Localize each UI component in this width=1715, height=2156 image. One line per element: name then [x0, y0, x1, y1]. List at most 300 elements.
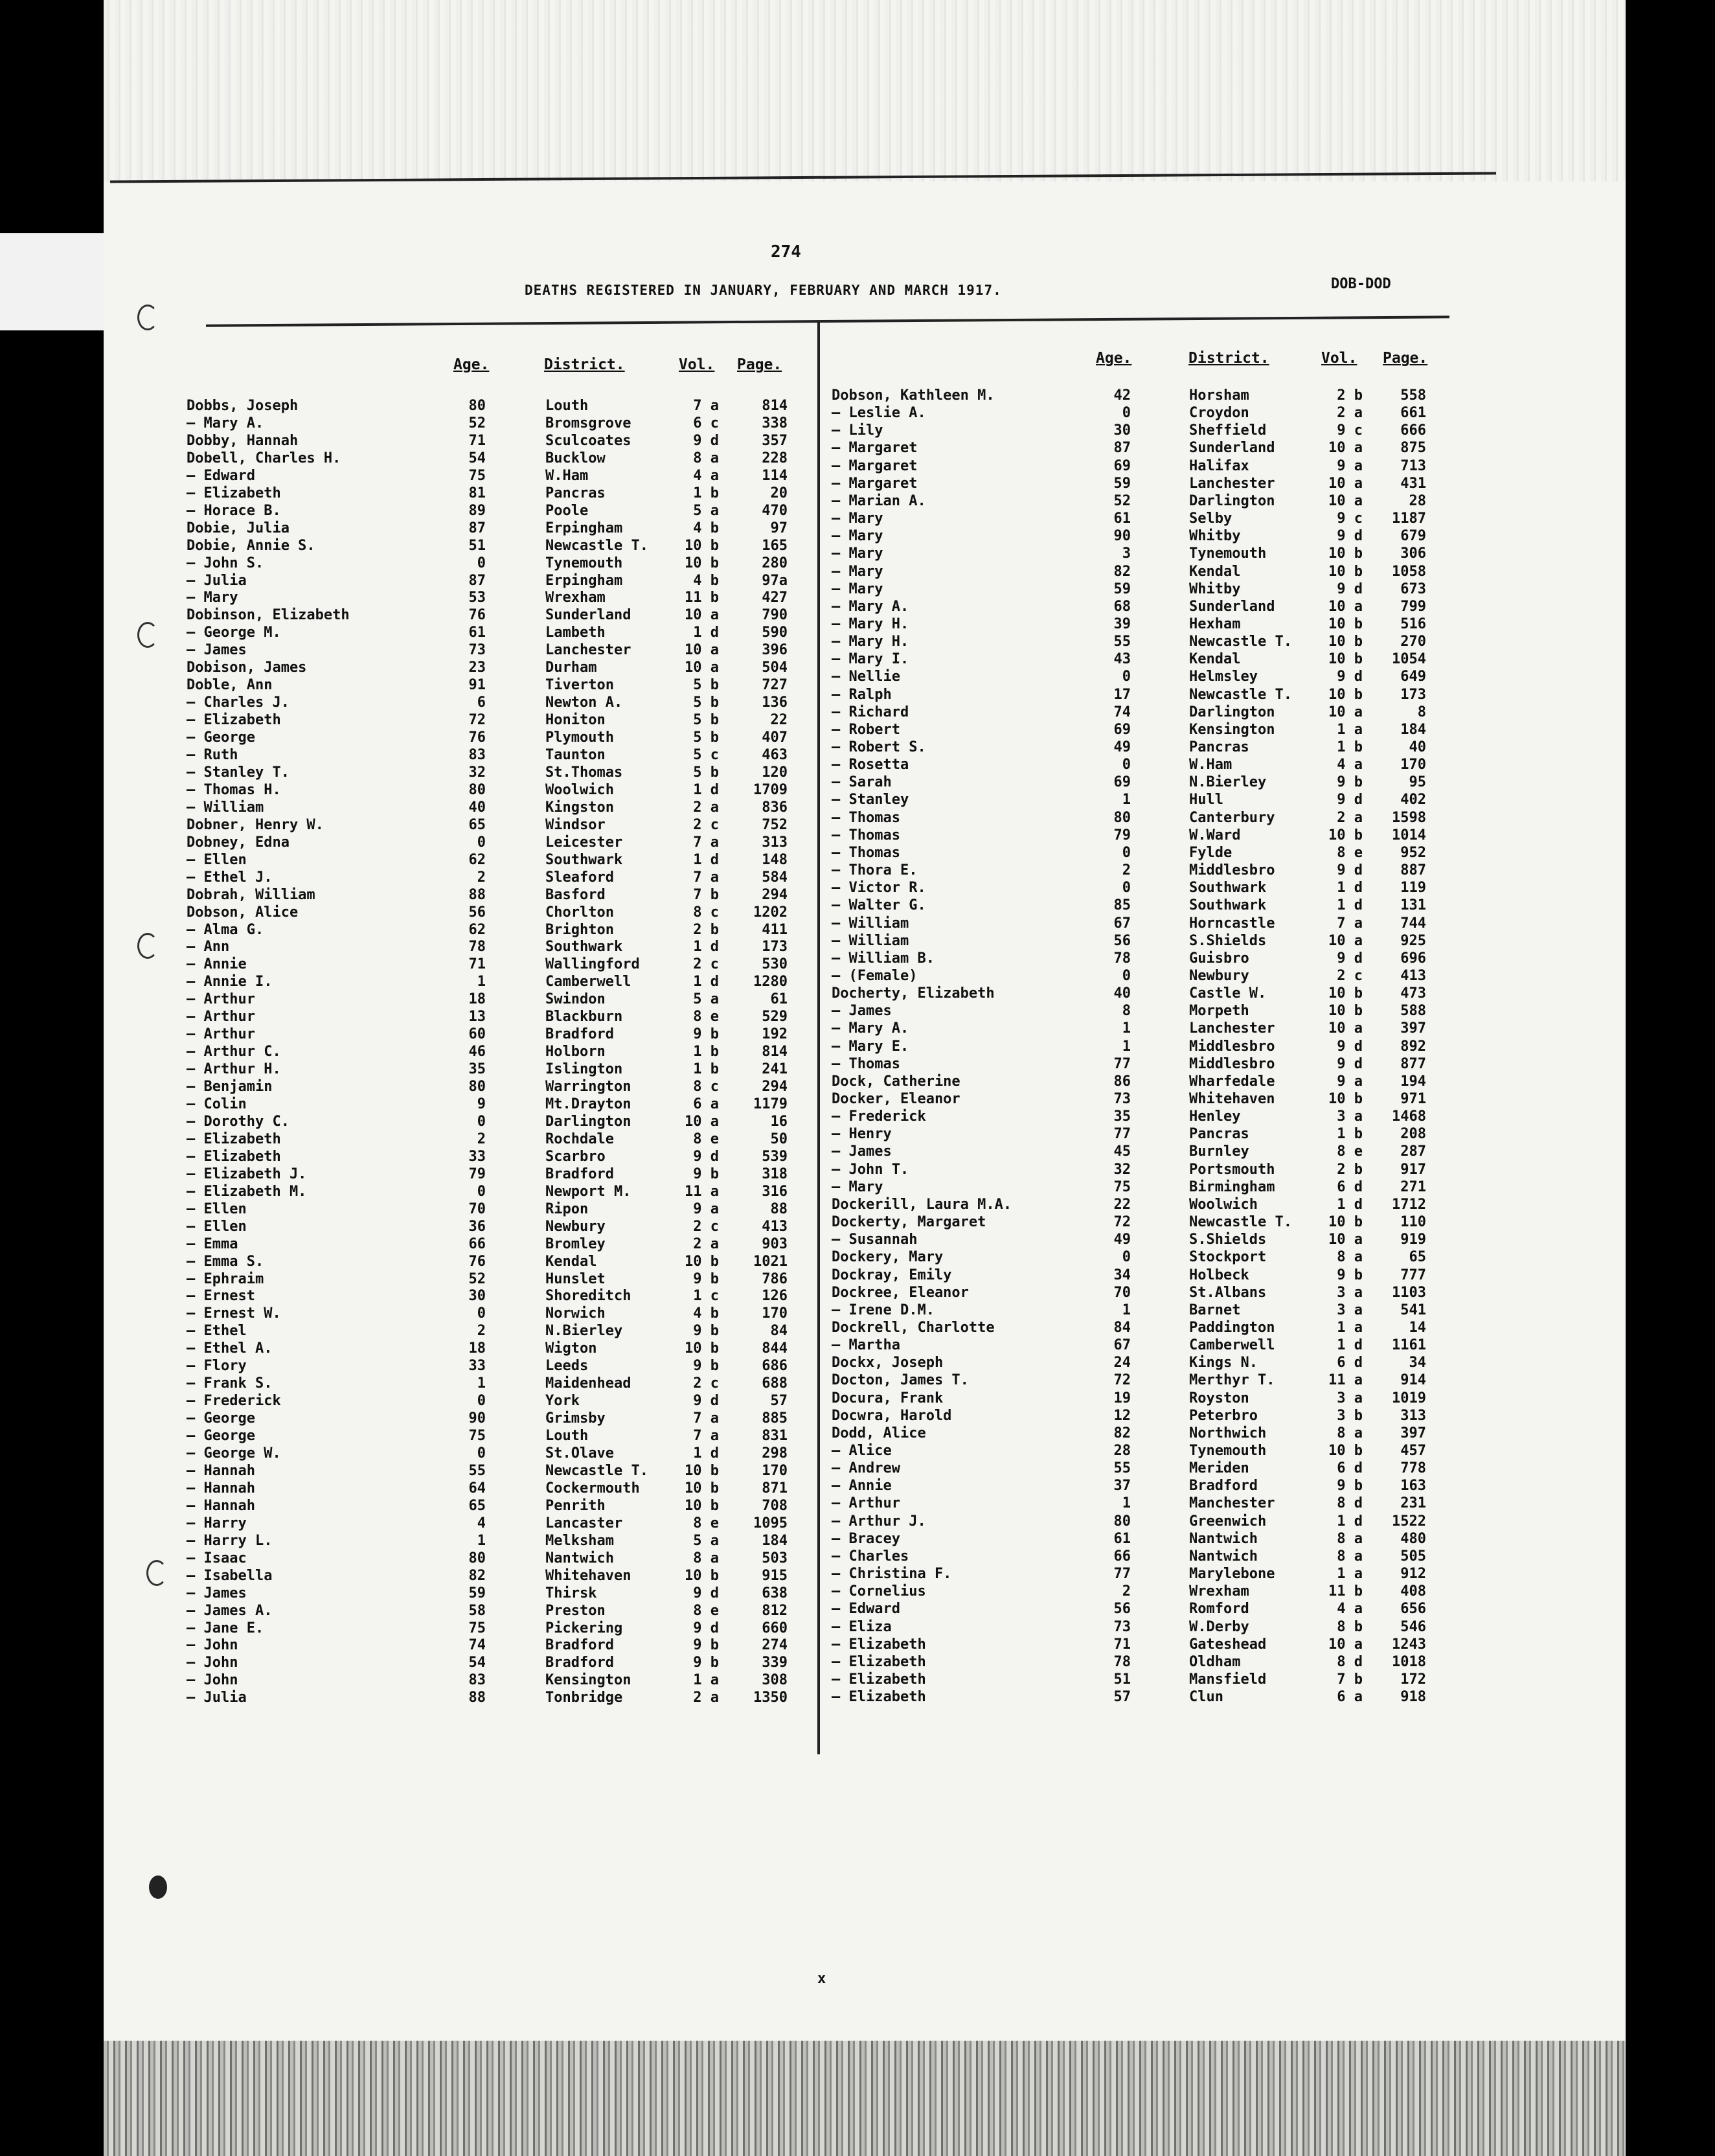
entry-vol: 1 b	[693, 485, 719, 501]
entry-vol: 3 a	[1337, 1390, 1363, 1406]
entry-page: 397	[1400, 1020, 1426, 1037]
entry-vol: 8 d	[1337, 1653, 1363, 1670]
entry-vol: 1 b	[693, 1061, 719, 1078]
entry-age: 2	[477, 1323, 486, 1340]
entry-page: 1243	[1392, 1636, 1426, 1653]
entry-age: 87	[468, 520, 486, 536]
entry-vol: 10 b	[1328, 1003, 1363, 1020]
scan-noise-top	[104, 0, 1626, 181]
entry-district: St.Olave	[545, 1445, 614, 1462]
entry-vol: 8 d	[1337, 1495, 1363, 1512]
entry-vol: 9 b	[1337, 1478, 1363, 1495]
entry-page: 877	[1400, 1055, 1426, 1072]
entry-name: Dobie, Annie S.	[187, 537, 315, 554]
entry-vol: 10 a	[1328, 704, 1363, 720]
entry-name: — Margaret	[832, 457, 918, 474]
entry-page: 126	[762, 1288, 788, 1305]
entry-district: York	[545, 1393, 580, 1410]
entry-page: 318	[762, 1165, 788, 1182]
entry-vol: 2 c	[1337, 967, 1363, 984]
entry-page: 14	[1409, 1319, 1426, 1336]
entry-district: Honiton	[545, 712, 606, 729]
entry-page: 170	[762, 1462, 788, 1479]
entry-age: 73	[1113, 1618, 1131, 1635]
entry-page: 661	[1400, 405, 1426, 422]
entry-age: 43	[1113, 651, 1131, 668]
entry-district: Chorlton	[545, 904, 614, 921]
entry-page: 915	[762, 1567, 788, 1584]
entry-name: — Victor R.	[832, 880, 926, 897]
entry-district: Rochdale	[545, 1130, 614, 1147]
entry-age: 35	[468, 1061, 486, 1078]
entry-age: 0	[477, 1305, 486, 1322]
entry-district: Grimsby	[545, 1410, 606, 1427]
entry-district: Holborn	[545, 1044, 606, 1061]
entry-age: 1	[1122, 1020, 1131, 1037]
entry-vol: 8 e	[693, 1515, 719, 1531]
entry-age: 82	[1113, 1425, 1131, 1441]
entry-name: — Mary A.	[187, 415, 264, 431]
entry-name: — Jane E.	[187, 1620, 264, 1636]
entry-age: 56	[1113, 932, 1131, 949]
entry-name: — Frederick	[832, 1108, 926, 1125]
entry-page: 192	[762, 1026, 788, 1043]
entry-age: 65	[468, 816, 486, 833]
entry-name: — George	[187, 1428, 255, 1445]
entry-vol: 10 a	[685, 607, 719, 624]
entry-district: Newbury	[545, 1218, 606, 1235]
entry-name: — Stanley	[832, 792, 909, 808]
entry-page: 713	[1400, 457, 1426, 474]
entry-page: 836	[762, 799, 788, 816]
entry-page: 844	[762, 1340, 788, 1357]
entry-name: Dobby, Hannah	[187, 432, 299, 449]
entry-age: 84	[1113, 1319, 1131, 1336]
entry-name: — Ellen	[187, 851, 247, 868]
entry-vol: 5 a	[693, 502, 719, 519]
entry-vol: 11 a	[1328, 1372, 1363, 1389]
entry-age: 0	[477, 1393, 486, 1410]
entry-name: — (Female)	[832, 967, 918, 984]
entry-age: 19	[1113, 1390, 1131, 1406]
entry-age: 23	[468, 659, 486, 676]
entry-page: 357	[762, 432, 788, 449]
entry-vol: 10 b	[1328, 615, 1363, 632]
entry-age: 30	[1113, 422, 1131, 439]
entry-vol: 9 d	[1337, 862, 1363, 879]
entry-vol: 9 d	[1337, 1038, 1363, 1055]
entry-page: 871	[762, 1480, 788, 1497]
entry-age: 0	[1122, 757, 1131, 774]
entry-page: 914	[1400, 1372, 1426, 1389]
entry-age: 24	[1113, 1355, 1131, 1371]
entry-name: — John	[187, 1672, 238, 1689]
entry-name: — Frank S.	[187, 1375, 273, 1392]
entry-page: 814	[762, 398, 788, 414]
entry-vol: 10 a	[1328, 1636, 1363, 1653]
entry-page: 1522	[1392, 1513, 1426, 1530]
entry-page: 1014	[1392, 827, 1426, 843]
entry-age: 56	[468, 904, 486, 921]
entry-page: 503	[762, 1550, 788, 1566]
entry-name: — James	[832, 1003, 892, 1020]
entry-page: 590	[762, 625, 788, 641]
entry-district: Leeds	[545, 1358, 589, 1375]
entry-page: 241	[762, 1061, 788, 1078]
entry-age: 90	[1113, 528, 1131, 545]
entry-district: Tynemouth	[545, 555, 623, 571]
entry-vol: 10 b	[1328, 1091, 1363, 1107]
entry-district: S.Shields	[1189, 932, 1267, 949]
entry-vol: 10 a	[685, 1113, 719, 1130]
entry-age: 90	[468, 1410, 486, 1427]
entry-name: — Charles	[832, 1548, 909, 1565]
entry-page: 173	[1400, 686, 1426, 703]
entry-district: Pancras	[1189, 1126, 1249, 1143]
entry-page: 887	[1400, 862, 1426, 879]
entry-district: Bromley	[545, 1235, 606, 1252]
entry-name: — Rosetta	[832, 757, 909, 774]
entry-page: 270	[1400, 634, 1426, 650]
entry-page: 952	[1400, 844, 1426, 861]
entry-district: Whitby	[1189, 580, 1241, 597]
entry-name: Dock, Catherine	[832, 1073, 960, 1090]
entry-page: 298	[762, 1445, 788, 1462]
entry-page: 473	[1400, 985, 1426, 1002]
entry-vol: 7 a	[693, 1428, 719, 1445]
entry-page: 228	[762, 450, 788, 466]
entry-vol: 2 c	[693, 1375, 719, 1392]
entry-page: 280	[762, 555, 788, 571]
entry-age: 71	[468, 432, 486, 449]
entry-age: 2	[1122, 862, 1131, 879]
entry-name: — James	[187, 642, 247, 659]
entry-district: Hexham	[1189, 615, 1241, 632]
entry-age: 1	[477, 1375, 486, 1392]
entry-age: 32	[468, 764, 486, 781]
entry-page: 1712	[1392, 1196, 1426, 1213]
entry-age: 62	[468, 851, 486, 868]
entry-district: Louth	[545, 398, 589, 414]
entry-name: — Elizabeth M.	[187, 1183, 307, 1200]
entry-vol: 9 d	[1337, 528, 1363, 545]
entry-page: 170	[762, 1305, 788, 1322]
entry-name: — George	[187, 729, 255, 746]
entry-vol: 10 a	[1328, 598, 1363, 615]
entry-district: Helmsley	[1189, 669, 1258, 685]
entry-vol: 7 a	[693, 834, 719, 851]
entry-name: — Cornelius	[832, 1583, 926, 1600]
entry-district: Preston	[545, 1602, 606, 1619]
entry-name: — Ralph	[832, 686, 892, 703]
entry-age: 17	[1113, 686, 1131, 703]
entry-vol: 4 a	[693, 467, 719, 484]
entry-age: 83	[468, 747, 486, 763]
entry-district: Southwark	[1189, 897, 1267, 914]
entry-name: — Walter G.	[832, 897, 926, 914]
entry-vol: 9 b	[693, 1165, 719, 1182]
entry-page: 530	[762, 956, 788, 973]
entry-age: 69	[1113, 774, 1131, 791]
entry-age: 51	[1113, 1671, 1131, 1688]
entry-vol: 9 b	[693, 1358, 719, 1375]
entry-page: 274	[762, 1637, 788, 1654]
entry-district: Darlington	[1189, 492, 1275, 509]
entry-age: 30	[468, 1288, 486, 1305]
entry-name: — Robert S.	[832, 739, 926, 755]
entry-vol: 8 a	[1337, 1249, 1363, 1266]
entry-vol: 10 b	[685, 555, 719, 571]
entry-age: 78	[1113, 1653, 1131, 1670]
entry-vol: 10 b	[685, 1462, 719, 1479]
entry-vol: 1 d	[693, 939, 719, 956]
entry-name: — Annie	[832, 1478, 892, 1495]
entry-age: 0	[477, 834, 486, 851]
entry-district: Newcastle T.	[1189, 634, 1292, 650]
entry-age: 12	[1113, 1407, 1131, 1424]
header-vol: Vol.	[679, 356, 715, 373]
entry-age: 72	[1113, 1372, 1131, 1389]
entry-age: 36	[468, 1218, 486, 1235]
entry-district: Sunderland	[545, 607, 631, 624]
entry-district: Henley	[1189, 1108, 1241, 1125]
entry-page: 558	[1400, 387, 1426, 404]
entry-vol: 7 a	[693, 1410, 719, 1427]
entry-page: 708	[762, 1497, 788, 1514]
entry-district: Newcastle T.	[1189, 686, 1292, 703]
entry-vol: 1 a	[1337, 1566, 1363, 1583]
entry-district: Wrexham	[545, 590, 606, 606]
entry-page: 917	[1400, 1161, 1426, 1178]
entry-page: 313	[1400, 1407, 1426, 1424]
entry-district: Pickering	[545, 1620, 623, 1636]
entry-age: 18	[468, 991, 486, 1008]
entry-vol: 6 d	[1337, 1355, 1363, 1371]
entry-district: Windsor	[545, 816, 606, 833]
entry-district: Fylde	[1189, 844, 1232, 861]
entry-name: Dodd, Alice	[832, 1425, 926, 1441]
entry-vol: 8 e	[693, 1009, 719, 1026]
entry-name: Docura, Frank	[832, 1390, 944, 1406]
entry-age: 79	[1113, 827, 1131, 843]
entry-district: Kendal	[1189, 563, 1241, 580]
entry-district: Scarbro	[545, 1148, 606, 1165]
entry-age: 70	[468, 1200, 486, 1217]
entry-vol: 1 d	[1337, 1513, 1363, 1530]
entry-page: 831	[762, 1428, 788, 1445]
entry-name: — Annie I.	[187, 974, 273, 991]
entry-age: 9	[477, 1096, 486, 1112]
entry-vol: 9 b	[693, 1270, 719, 1287]
entry-vol: 10 b	[1328, 827, 1363, 843]
entry-name: — Mary I.	[832, 651, 909, 668]
entry-age: 0	[1122, 880, 1131, 897]
entry-name: — Leslie A.	[832, 405, 926, 422]
entry-name: — William B.	[832, 950, 935, 967]
entry-age: 64	[468, 1480, 486, 1497]
entry-page: 40	[1409, 739, 1426, 755]
entry-name: — Isaac	[187, 1550, 247, 1566]
entry-page: 812	[762, 1602, 788, 1619]
entry-district: Canterbury	[1189, 809, 1275, 826]
entry-age: 80	[1113, 1513, 1131, 1530]
entry-vol: 10 b	[1328, 686, 1363, 703]
entry-name: — Mary	[832, 510, 883, 527]
entry-district: Louth	[545, 1428, 589, 1445]
entry-page: 184	[1400, 721, 1426, 738]
entry-page: 1187	[1392, 510, 1426, 527]
entry-name: — James	[832, 1143, 892, 1160]
entry-vol: 9 d	[1337, 1055, 1363, 1072]
entry-page: 8	[1417, 704, 1426, 720]
entry-district: Tiverton	[545, 677, 614, 694]
entry-page: 1468	[1392, 1108, 1426, 1125]
entry-district: Middlesbro	[1189, 862, 1275, 879]
entry-name: — Arthur	[187, 1026, 255, 1043]
entry-name: — Arthur H.	[187, 1061, 281, 1078]
entry-page: 61	[770, 991, 788, 1008]
punch-hole-icon	[146, 1560, 167, 1586]
entry-age: 0	[1122, 1249, 1131, 1266]
entry-district: Durham	[545, 659, 597, 676]
entry-name: Docton, James T.	[832, 1372, 969, 1389]
entry-age: 59	[1113, 475, 1131, 492]
entry-page: 1021	[753, 1253, 788, 1270]
entry-district: N.Bierley	[1189, 774, 1267, 791]
entry-age: 54	[468, 1655, 486, 1671]
entry-name: Docwra, Harold	[832, 1407, 952, 1424]
entry-vol: 9 c	[1337, 510, 1363, 527]
entry-name: — Richard	[832, 704, 909, 720]
entry-name: — Hannah	[187, 1480, 255, 1497]
entry-age: 71	[1113, 1636, 1131, 1653]
entry-page: 1598	[1392, 809, 1426, 826]
entry-age: 73	[468, 642, 486, 659]
entry-name: — John	[187, 1637, 238, 1654]
entry-district: Bradford	[1189, 1478, 1258, 1495]
entry-age: 76	[468, 729, 486, 746]
entry-district: Northwich	[1189, 1425, 1267, 1441]
entry-name: Dockerty, Margaret	[832, 1214, 986, 1231]
entry-age: 42	[1113, 387, 1131, 404]
entry-district: Shoreditch	[545, 1288, 631, 1305]
entry-name: — Mary A.	[832, 598, 909, 615]
entry-vol: 1 d	[1337, 880, 1363, 897]
entry-age: 80	[468, 1550, 486, 1566]
entry-name: — Elizabeth	[187, 712, 281, 729]
entry-page: 529	[762, 1009, 788, 1026]
entry-age: 80	[468, 781, 486, 798]
entry-name: — Lily	[832, 422, 883, 439]
entry-page: 875	[1400, 440, 1426, 457]
entry-page: 912	[1400, 1566, 1426, 1583]
entry-name: Dockerill, Laura M.A.	[832, 1196, 1012, 1213]
entry-age: 69	[1113, 457, 1131, 474]
entry-age: 0	[477, 1445, 486, 1462]
entry-vol: 1 d	[693, 625, 719, 641]
entry-district: Norwich	[545, 1305, 606, 1322]
entry-name: Dobie, Julia	[187, 520, 290, 536]
entry-age: 0	[477, 1183, 486, 1200]
entry-age: 67	[1113, 915, 1131, 932]
entry-vol: 5 b	[693, 694, 719, 711]
entry-page: 903	[762, 1235, 788, 1252]
entry-age: 60	[468, 1026, 486, 1043]
entry-age: 55	[468, 1462, 486, 1479]
entry-district: Tonbridge	[545, 1690, 623, 1706]
entry-age: 74	[1113, 704, 1131, 720]
entry-name: — Elizabeth	[832, 1671, 926, 1688]
entry-vol: 8 a	[1337, 1425, 1363, 1441]
entry-name: — Ann	[187, 939, 230, 956]
entry-vol: 1 d	[693, 851, 719, 868]
entry-vol: 10 b	[1328, 985, 1363, 1002]
entry-vol: 10 b	[1328, 563, 1363, 580]
entry-name: — Margaret	[832, 440, 918, 457]
entry-age: 40	[468, 799, 486, 816]
entry-vol: 9 d	[693, 1620, 719, 1636]
entry-age: 75	[1113, 1178, 1131, 1195]
header-age: Age.	[453, 356, 490, 373]
entry-vol: 10 b	[685, 1253, 719, 1270]
entry-vol: 10 b	[685, 1480, 719, 1497]
entry-page: 172	[1400, 1671, 1426, 1688]
entry-age: 40	[1113, 985, 1131, 1002]
entry-age: 70	[1113, 1284, 1131, 1301]
entry-page: 584	[762, 869, 788, 886]
entry-name: — Hannah	[187, 1497, 255, 1514]
entry-vol: 1 d	[1337, 897, 1363, 914]
entry-age: 61	[1113, 1530, 1131, 1547]
entry-age: 1	[1122, 1038, 1131, 1055]
entry-name: — Isabella	[187, 1567, 273, 1584]
entry-vol: 4 b	[693, 572, 719, 589]
entry-page: 1018	[1392, 1653, 1426, 1670]
entry-page: 925	[1400, 932, 1426, 949]
entry-age: 80	[468, 398, 486, 414]
entry-vol: 10 b	[685, 1340, 719, 1357]
entry-district: Nantwich	[545, 1550, 614, 1566]
entry-page: 271	[1400, 1178, 1426, 1195]
entry-district: Kingston	[545, 799, 614, 816]
entry-age: 49	[1113, 1232, 1131, 1248]
header-vol: Vol.	[1321, 350, 1357, 367]
entry-district: Croydon	[1189, 405, 1249, 422]
entry-name: Dockree, Eleanor	[832, 1284, 969, 1301]
entry-page: 679	[1400, 528, 1426, 545]
entry-name: — Harry	[187, 1515, 247, 1531]
entry-district: Barnet	[1189, 1302, 1241, 1318]
entry-vol: 5 c	[693, 747, 719, 763]
entry-name: — Nellie	[832, 669, 900, 685]
entry-vol: 7 b	[693, 886, 719, 903]
entry-page: 173	[762, 939, 788, 956]
entry-age: 91	[468, 677, 486, 694]
entry-age: 83	[468, 1672, 486, 1689]
entry-age: 35	[1113, 1108, 1131, 1125]
entry-name: — Bracey	[832, 1530, 900, 1547]
entry-district: N.Bierley	[545, 1323, 623, 1340]
entry-district: Basford	[545, 886, 606, 903]
entry-page: 480	[1400, 1530, 1426, 1547]
entry-district: Woolwich	[545, 781, 614, 798]
entry-page: 28	[1409, 492, 1426, 509]
entry-district: Royston	[1189, 1390, 1249, 1406]
entry-vol: 9 d	[1337, 580, 1363, 597]
entry-name: — Mary	[832, 545, 883, 562]
entry-district: Paddington	[1189, 1319, 1275, 1336]
entry-name: — Henry	[832, 1126, 892, 1143]
